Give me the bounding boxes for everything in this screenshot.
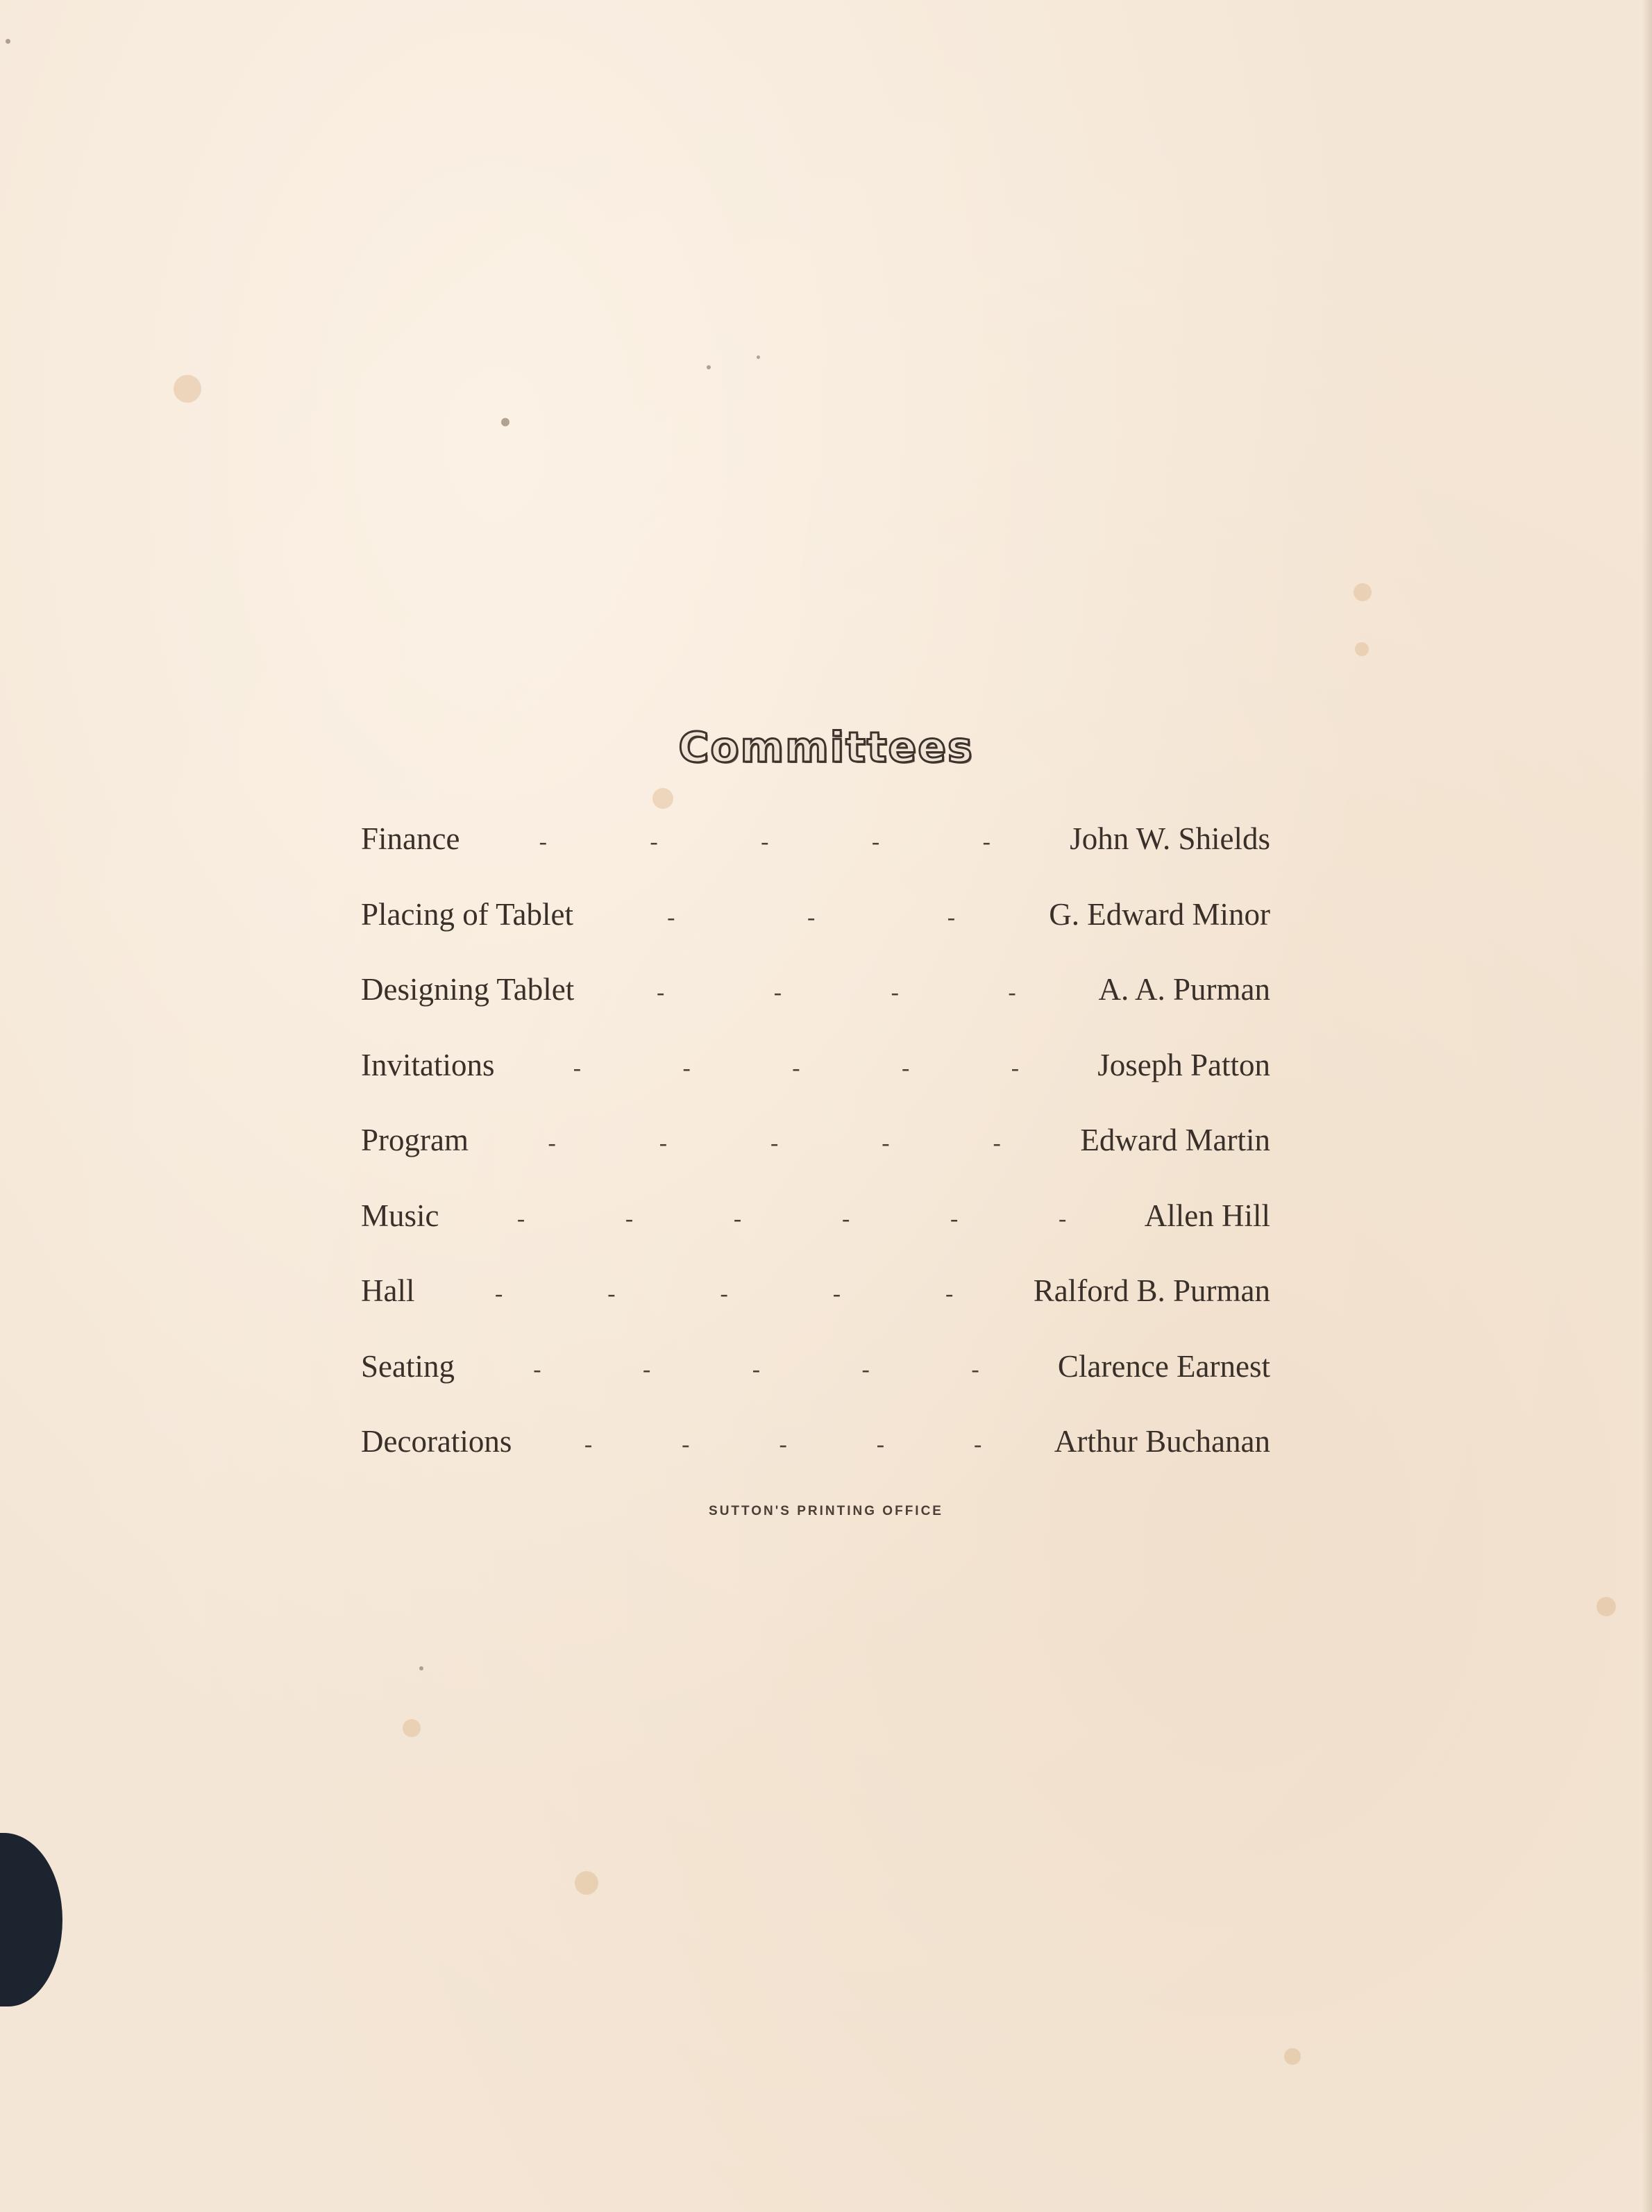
leader-dash: -: [841, 1205, 850, 1232]
committee-row: [361, 1423, 1270, 1499]
leader-dash: -: [733, 1205, 742, 1232]
ink-stain: [0, 1833, 62, 2006]
committee-name: Designing Tablet: [361, 972, 575, 1007]
paper-foxing: [1284, 2048, 1301, 2065]
committee-row: [361, 1047, 1270, 1123]
dash-leader: [573, 905, 1049, 931]
paper-foxing: [652, 788, 673, 809]
leader-dash: -: [901, 1055, 910, 1081]
committee-member: Joseph Patton: [1097, 1047, 1270, 1082]
leader-dash: -: [548, 1130, 556, 1156]
committee-member: Arthur Buchanan: [1054, 1424, 1270, 1459]
committee-name: Seating: [361, 1348, 455, 1384]
committee-member: A. A. Purman: [1098, 972, 1270, 1007]
leader-dash: -: [982, 829, 991, 855]
printer-imprint: SUTTON'S PRINTING OFFICE: [709, 1504, 943, 1518]
committee-member: G. Edward Minor: [1049, 896, 1270, 932]
leader-dash: -: [832, 1281, 841, 1307]
page-edge-shadow: [1642, 0, 1652, 2212]
leader-dash: -: [882, 1130, 890, 1156]
paper-foxing: [1354, 583, 1372, 601]
committee-name: Finance: [361, 821, 460, 856]
leader-dash: -: [871, 829, 880, 855]
leader-dash: -: [573, 1055, 582, 1081]
committee-member: Ralford B. Purman: [1033, 1273, 1270, 1308]
leader-dash: -: [876, 1432, 885, 1457]
leader-dash: -: [971, 1356, 979, 1382]
committee-name: Invitations: [361, 1047, 495, 1082]
leader-dash: -: [891, 980, 899, 1005]
paper-foxing: [575, 1871, 598, 1895]
committee-row: [361, 1198, 1270, 1273]
leader-dash: -: [682, 1055, 691, 1081]
committee-name: Program: [361, 1123, 469, 1157]
leader-dash: -: [779, 1432, 787, 1457]
paper-speck: [419, 1666, 423, 1670]
paper-foxing: [1355, 642, 1369, 656]
leader-dash: -: [807, 904, 816, 930]
leader-dash: -: [659, 1130, 668, 1156]
leader-dash: -: [974, 1432, 982, 1457]
committee-row: [361, 971, 1270, 1047]
leader-dash: -: [656, 980, 665, 1005]
committee-list: [361, 821, 1270, 1499]
leader-dash: -: [1008, 980, 1016, 1005]
dash-leader: [469, 1130, 1080, 1157]
paper-foxing: [174, 375, 201, 403]
leader-dash: -: [950, 1205, 959, 1232]
leader-dash: -: [625, 1205, 634, 1232]
committee-name: Decorations: [361, 1424, 512, 1459]
committee-row: [361, 821, 1270, 896]
leader-dash: -: [667, 904, 675, 930]
leader-dash: -: [494, 1281, 503, 1307]
paper-speck: [6, 39, 10, 44]
leader-dash: -: [607, 1281, 616, 1307]
dash-leader: [512, 1432, 1054, 1458]
dash-leader: [460, 829, 1070, 855]
leader-dash: -: [770, 1130, 779, 1156]
leader-dash: -: [516, 1205, 525, 1232]
leader-dash: -: [1059, 1205, 1067, 1232]
leader-dash: -: [720, 1281, 728, 1307]
leader-dash: -: [761, 829, 769, 855]
leader-dash: -: [642, 1356, 651, 1382]
dash-leader: [414, 1281, 1033, 1307]
leader-dash: -: [993, 1130, 1001, 1156]
paper-speck: [757, 355, 760, 359]
paper-foxing: [1596, 1597, 1616, 1616]
leader-dash: -: [1011, 1055, 1020, 1081]
leader-dash: -: [773, 980, 782, 1005]
leader-dash: -: [752, 1356, 761, 1382]
dash-leader: [494, 1055, 1097, 1082]
paper-foxing: [403, 1719, 421, 1737]
committee-name: Hall: [361, 1273, 415, 1308]
committee-name: Placing of Tablet: [361, 896, 573, 932]
committee-member: Edward Martin: [1080, 1123, 1270, 1157]
committee-name: Music: [361, 1198, 439, 1233]
committee-member: Clarence Earnest: [1057, 1348, 1270, 1384]
leader-dash: -: [584, 1432, 593, 1457]
committee-row: [361, 1273, 1270, 1348]
dash-leader: [455, 1357, 1058, 1383]
leader-dash: -: [945, 1281, 954, 1307]
paper-speck: [501, 418, 509, 426]
committee-row: [361, 1122, 1270, 1198]
leader-dash: -: [650, 829, 658, 855]
page-title: Committees: [678, 723, 974, 772]
committee-member: Allen Hill: [1144, 1198, 1270, 1233]
dash-leader: [574, 980, 1098, 1006]
committee-row: [361, 1348, 1270, 1424]
leader-dash: -: [861, 1356, 870, 1382]
paper-speck: [707, 365, 711, 369]
leader-dash: -: [682, 1432, 690, 1457]
committee-row: [361, 896, 1270, 972]
committee-member: John W. Shields: [1070, 821, 1270, 856]
leader-dash: -: [792, 1055, 800, 1081]
leader-dash: -: [947, 904, 956, 930]
leader-dash: -: [533, 1356, 541, 1382]
dash-leader: [439, 1206, 1145, 1232]
leader-dash: -: [539, 829, 547, 855]
